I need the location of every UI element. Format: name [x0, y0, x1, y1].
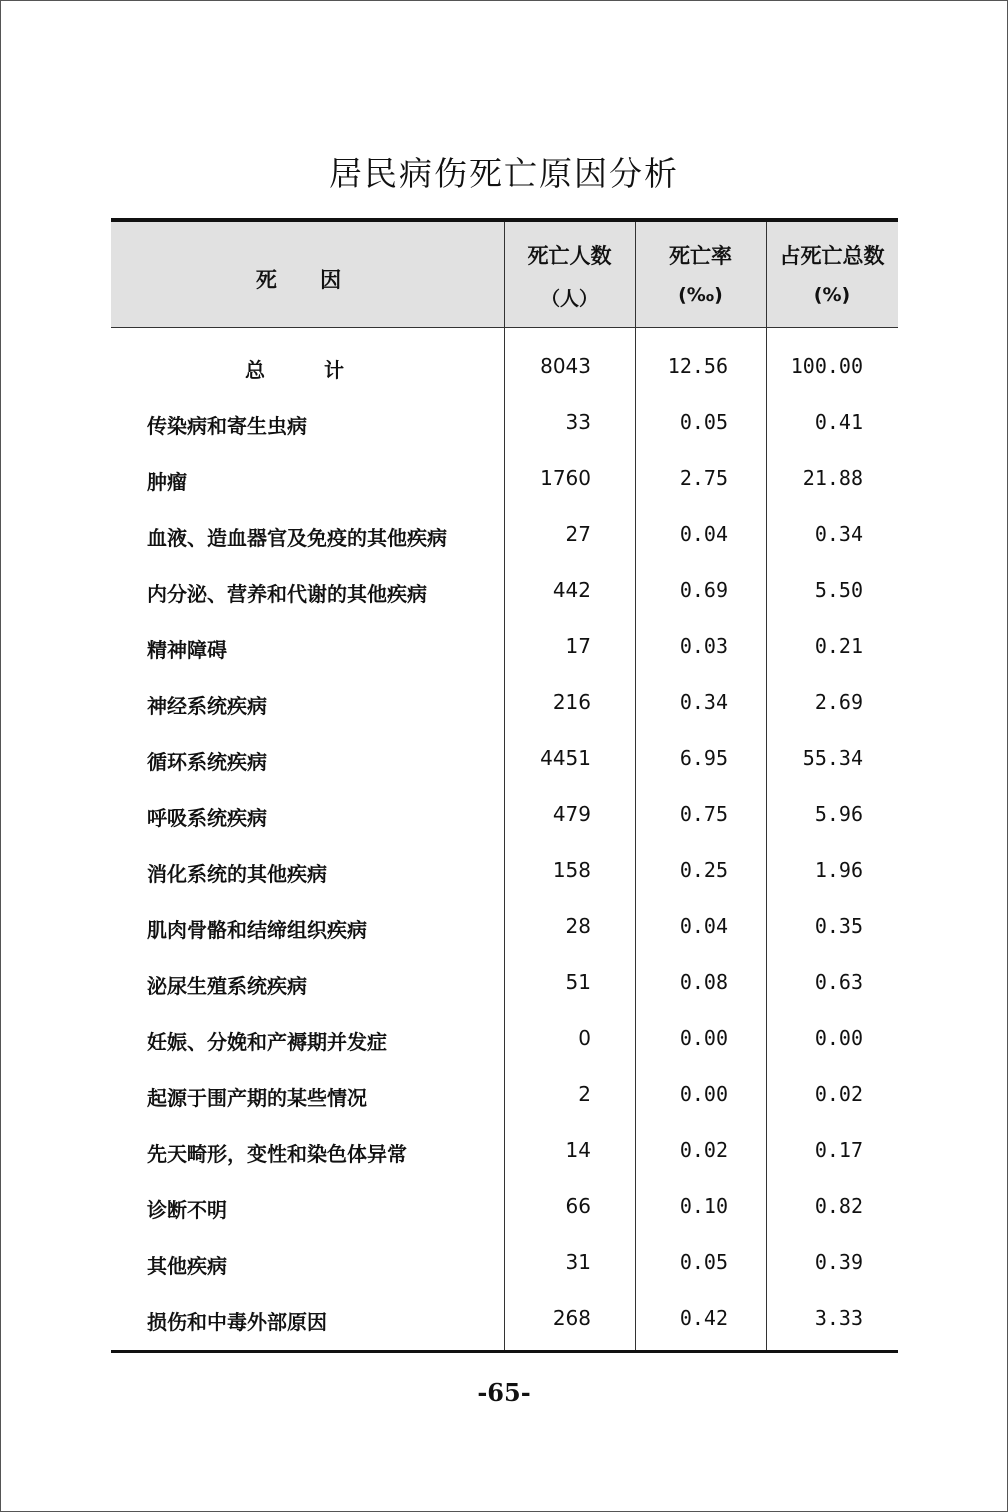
row-cause: 起源于围产期的某些情况	[147, 1086, 367, 1110]
row-rate: 0.02	[679, 1138, 728, 1162]
header-share	[766, 222, 898, 327]
table-row	[111, 394, 898, 450]
row-share: 0.39	[814, 1250, 863, 1274]
row-deaths: 8043	[540, 354, 591, 378]
row-rate: 0.05	[679, 1250, 728, 1274]
header-share-label: 占死亡总数	[779, 244, 885, 268]
row-cause: 肿瘤	[147, 470, 187, 494]
row-rate: 0.00	[679, 1026, 728, 1050]
row-share: 0.34	[814, 522, 863, 546]
row-deaths: 0	[578, 1026, 591, 1050]
row-share: 3.33	[814, 1306, 863, 1330]
row-rate: 2.75	[679, 466, 728, 490]
row-share: 5.50	[814, 578, 863, 602]
header-deaths-unit: （人）	[540, 288, 598, 310]
table-row	[111, 1122, 898, 1178]
row-share: 5.96	[814, 802, 863, 826]
header-deaths	[504, 222, 635, 327]
row-rate: 12.56	[667, 354, 728, 378]
row-rate: 0.42	[679, 1306, 728, 1330]
row-rate: 0.03	[679, 634, 728, 658]
header-rate-unit: (‰)	[678, 284, 723, 306]
row-share: 0.63	[814, 970, 863, 994]
table-row	[111, 1178, 898, 1234]
header-cause	[111, 222, 504, 327]
row-rate: 0.04	[679, 522, 728, 546]
row-cause: 精神障碍	[147, 638, 227, 662]
row-cause: 妊娠、分娩和产褥期并发症	[147, 1030, 387, 1054]
row-share: 55.34	[802, 746, 863, 770]
row-deaths: 33	[565, 410, 591, 434]
row-share: 0.02	[814, 1082, 863, 1106]
row-share: 1.96	[814, 858, 863, 882]
table-row	[111, 1066, 898, 1122]
row-rate: 0.25	[679, 858, 728, 882]
table-row	[111, 954, 898, 1010]
row-deaths: 2	[578, 1082, 591, 1106]
table-row	[111, 562, 898, 618]
table-row	[111, 450, 898, 506]
row-deaths: 28	[565, 914, 591, 938]
row-rate: 0.34	[679, 690, 728, 714]
row-deaths: 66	[565, 1194, 591, 1218]
row-cause: 肌肉骨骼和结缔组织疾病	[147, 918, 367, 942]
row-share: 0.00	[814, 1026, 863, 1050]
row-rate: 0.10	[679, 1194, 728, 1218]
row-cause: 神经系统疾病	[147, 694, 267, 718]
table-row	[111, 1010, 898, 1066]
table-row-total	[111, 338, 898, 394]
page-number: -65-	[477, 1378, 531, 1407]
row-cause: 消化系统的其他疾病	[147, 862, 327, 886]
row-cause: 其他疾病	[147, 1254, 227, 1278]
header-rate	[635, 222, 766, 327]
header-cause-label: 死 因	[255, 268, 360, 292]
row-cause: 内分泌、营养和代谢的其他疾病	[147, 582, 427, 606]
row-cause: 先天畸形，变性和染色体异常	[147, 1142, 407, 1166]
row-share: 0.17	[814, 1138, 863, 1162]
row-deaths: 14	[565, 1138, 591, 1162]
table-row	[111, 786, 898, 842]
page-title: 居民病伤死亡原因分析	[329, 154, 679, 193]
table-body	[111, 338, 898, 1346]
table-row	[111, 618, 898, 674]
row-deaths: 158	[552, 858, 591, 882]
table-row	[111, 1234, 898, 1290]
row-share: 0.21	[814, 634, 863, 658]
row-cause: 循环系统疾病	[147, 750, 267, 774]
row-share: 0.41	[814, 410, 863, 434]
table-row	[111, 842, 898, 898]
row-share: 21.88	[802, 466, 863, 490]
row-rate: 0.05	[679, 410, 728, 434]
table-row	[111, 1290, 898, 1346]
row-rate: 0.69	[679, 578, 728, 602]
row-cause: 诊断不明	[147, 1198, 227, 1222]
row-deaths: 51	[565, 970, 591, 994]
row-cause: 血液、造血器官及免疫的其他疾病	[147, 526, 447, 550]
table-row	[111, 506, 898, 562]
row-deaths: 4451	[540, 746, 591, 770]
row-cause: 呼吸系统疾病	[147, 806, 267, 830]
row-cause: 总 计	[245, 358, 370, 382]
row-deaths: 31	[565, 1250, 591, 1274]
row-deaths: 17	[565, 634, 591, 658]
row-deaths: 268	[552, 1306, 591, 1330]
row-deaths: 479	[552, 802, 591, 826]
row-share: 0.35	[814, 914, 863, 938]
row-rate: 0.04	[679, 914, 728, 938]
row-deaths: 1760	[540, 466, 591, 490]
row-rate: 0.08	[679, 970, 728, 994]
header-deaths-label: 死亡人数	[527, 244, 612, 268]
row-deaths: 27	[565, 522, 591, 546]
table-row	[111, 898, 898, 954]
row-share: 0.82	[814, 1194, 863, 1218]
row-deaths: 216	[552, 690, 591, 714]
row-cause: 传染病和寄生虫病	[147, 414, 307, 438]
header-rate-label: 死亡率	[669, 244, 732, 268]
row-rate: 0.75	[679, 802, 728, 826]
table-bottom-rule	[111, 1350, 898, 1353]
row-cause: 泌尿生殖系统疾病	[147, 974, 307, 998]
row-share: 2.69	[814, 690, 863, 714]
row-rate: 0.00	[679, 1082, 728, 1106]
header-share-unit: (%)	[813, 284, 851, 306]
row-rate: 6.95	[679, 746, 728, 770]
row-deaths: 442	[552, 578, 591, 602]
row-cause: 损伤和中毒外部原因	[147, 1310, 327, 1334]
row-share: 100.00	[790, 354, 863, 378]
table-row	[111, 674, 898, 730]
table-row	[111, 730, 898, 786]
